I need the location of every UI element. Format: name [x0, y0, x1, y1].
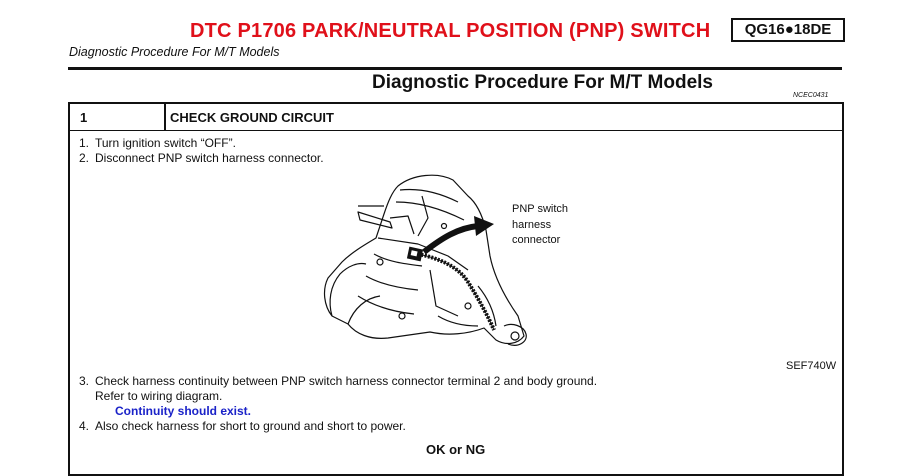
instruction-text: Refer to wiring diagram. [95, 389, 223, 403]
instruction-text: Check harness continuity between PNP switch harness connector terminal 2 and body ground. [95, 374, 598, 388]
callout-line: PNP switch [512, 203, 569, 215]
instruction-text: Also check harness for short to ground and short to power. [95, 419, 406, 433]
instruction-text: Turn ignition switch “OFF”. [95, 136, 236, 150]
result-label: OK or NG [426, 442, 486, 457]
transmission-illustration [318, 166, 558, 356]
instruction-number: 2. [79, 151, 90, 165]
continuity-note: Continuity should exist. [115, 404, 252, 418]
header-rule [68, 67, 842, 70]
instruction-text: Disconnect PNP switch harness connector. [95, 151, 324, 165]
column-divider [164, 104, 166, 130]
instruction-item [79, 419, 406, 433]
page-title: DTC P1706 PARK/NEUTRAL POSITION (PNP) SWITCH [190, 20, 711, 42]
callout-line: harness [512, 218, 552, 231]
instruction-number: 3. [79, 374, 90, 388]
procedure-table [68, 102, 844, 476]
instruction-number: 1. [79, 136, 90, 150]
instruction-item [79, 151, 324, 165]
instruction-number: 4. [79, 419, 90, 433]
page-subtitle: Diagnostic Procedure For M/T Models [69, 45, 280, 59]
step-title: CHECK GROUND CIRCUIT [170, 110, 334, 125]
engine-code-box: QG16●18DE [731, 18, 845, 42]
figure-code: SEF740W [786, 360, 837, 372]
section-title: Diagnostic Procedure For M/T Models [372, 72, 713, 93]
step-header-row [70, 104, 842, 131]
instruction-item [79, 374, 597, 388]
step-number: 1 [80, 110, 88, 125]
figure-callout-label [512, 202, 568, 249]
reference-code: NCEC0431 [793, 92, 829, 99]
instruction-item [79, 136, 236, 150]
callout-line: connector [512, 234, 561, 246]
